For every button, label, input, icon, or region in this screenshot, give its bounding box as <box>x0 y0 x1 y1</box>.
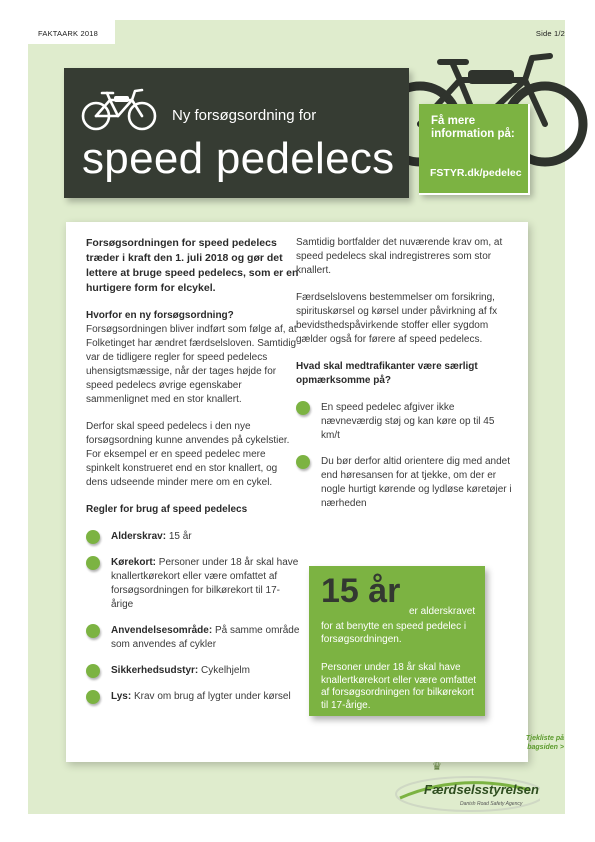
bullet-dot-icon <box>86 556 100 570</box>
more-info-heading: Få mere information på: <box>431 115 515 140</box>
lead-paragraph: Forsøgsordningen for speed pedelecs træder i kraft den 1. juli 2018 og gør det lettere at bruge speed pedelecs, som er en hurtigere form for elcykel. <box>86 237 299 294</box>
page-title: speed pedelecs <box>82 134 395 183</box>
callout-tail: er alderskravet <box>409 606 476 617</box>
age-callout-box <box>309 566 485 716</box>
list-item <box>296 455 516 511</box>
rule-text: Personer under 18 år skal have knallertkørekort eller være omfattet af forsøgsordningen for bilkørekort til 17-årige <box>111 557 299 610</box>
doc-label: FAKTAARK 2018 <box>38 29 98 38</box>
header-box <box>64 68 409 198</box>
left-column <box>86 236 301 716</box>
rule-text: Cykelhjelm <box>201 665 250 676</box>
bullet-dot-icon <box>86 624 100 638</box>
rule-label: Alderskrav: <box>111 531 167 542</box>
crown-icon: ♛ <box>432 761 442 773</box>
rule-label: Lys: <box>111 691 132 702</box>
list-item <box>86 556 301 612</box>
list-item <box>86 624 301 652</box>
point-text: Du bør derfor altid orientere dig med andet end høresansen for at tjekke, om der er nogle hurtigt kørende og lydløse køretøjer i nærheden <box>321 456 512 509</box>
bullet-dot-icon <box>296 401 310 415</box>
point-text: En speed pedelec afgiver ikke nævneværdig støj og kan køre op til 45 km/t <box>321 402 495 441</box>
callout-body: for at benytte en speed pedelec i forsøgsordningen. <box>321 621 467 645</box>
rules-list <box>86 530 301 704</box>
rule-label: Kørekort: <box>111 557 157 568</box>
rules-heading: Regler for brug af speed pedelecs <box>86 504 248 515</box>
bullet-dot-icon <box>86 664 100 678</box>
rule-label: Sikkerhedsudstyr: <box>111 665 199 676</box>
list-item <box>296 401 516 443</box>
rule-text: 15 år <box>168 531 192 542</box>
right-column <box>296 236 516 523</box>
rule-text: På samme område som anvendes af cykler <box>111 625 300 650</box>
body-paragraph: Derfor skal speed pedelecs i den nye forsøgsordning kunne anvendes på cykelstier. For eksempel er en speed pedelec mere spinkelt konstrueret end en stor knallert, og dens udseende minder mere om en cykel. <box>86 421 290 488</box>
why-heading: Hvorfor en ny forsøgsordning? <box>86 310 234 321</box>
bike-icon <box>80 86 158 132</box>
logo-tagline: Danish Road Safety Agency <box>460 801 523 807</box>
rule-text: Krav om brug af lygter under kørsel <box>133 691 291 702</box>
body-paragraph: Samtidig bortfalder det nuværende krav om, at speed pedelecs skal indregistreres som stor knallert. <box>296 237 503 276</box>
why-text: Forsøgsordningen bliver indført som følge af, at Folketinget har ændret færdselsloven. Samtidig var de tidligere regler for speed pedelecs uhensigtsmæssige, når der tages højde for speed pedelecs øvrige egenskaber sammenlignet med en stor knallert. <box>86 324 297 405</box>
list-item <box>86 664 301 678</box>
body-paragraph: Færdselslovens bestemmelser om forsikring, spirituskørsel og kørsel under påvirkning af fx bevidsthedspåvirkende stoffer eller sygdom gælder også for førere af speed pedelecs. <box>296 292 498 345</box>
awareness-heading: Hvad skal medtrafikanter være særligt opmærksomme på? <box>296 361 478 386</box>
list-item <box>86 690 301 704</box>
agency-logo <box>380 760 540 820</box>
awareness-list <box>296 401 516 511</box>
bullet-dot-icon <box>296 455 310 469</box>
list-item <box>86 530 301 544</box>
callout-note: Personer under 18 år skal have knallertkørekort eller være omfattet af forsøgsordningen for bilkørekort til 17-årige. <box>321 662 477 711</box>
more-info-box <box>419 104 530 195</box>
more-info-link[interactable]: FSTYR.dk/pedelec <box>430 167 522 179</box>
bullet-dot-icon <box>86 690 100 704</box>
page-number: Side 1/2 <box>535 29 565 38</box>
header-subtitle: Ny forsøgsordning for <box>172 107 317 124</box>
logo-name: Færdselsstyrelsen <box>424 782 539 797</box>
rule-label: Anvendelsesområde: <box>111 625 213 636</box>
callout-age: 15 år <box>321 572 401 610</box>
why-section <box>86 309 301 407</box>
checklist-link[interactable]: Tjekliste på bagsiden > <box>525 735 564 751</box>
bullet-dot-icon <box>86 530 100 544</box>
